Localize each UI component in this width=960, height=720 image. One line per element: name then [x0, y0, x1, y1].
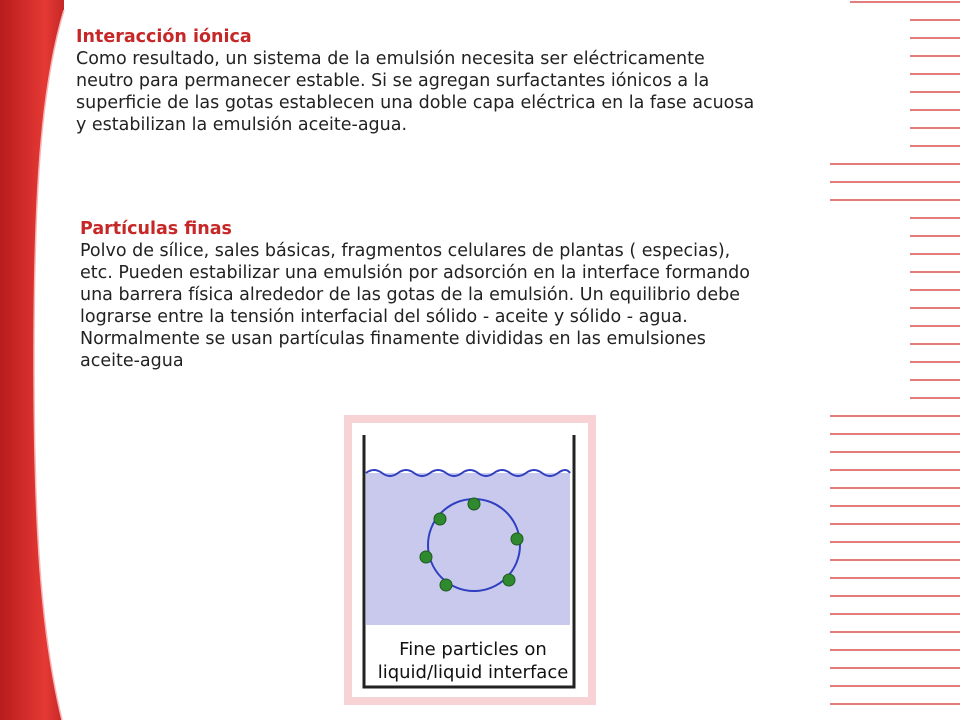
particle — [434, 513, 446, 525]
particle — [468, 498, 480, 510]
paragraph-line: una barrera física alrededor de las gotas de la emulsión. Un equilibrio debe — [80, 285, 741, 305]
figure-caption-line1: Fine particles on — [399, 639, 547, 660]
section-heading-ionic: Interacción iónica — [76, 27, 252, 47]
particle — [503, 574, 515, 586]
paragraph-line: Polvo de sílice, sales básicas, fragmentos celulares de plantas ( especias), — [80, 241, 731, 261]
paragraph-line: etc. Pueden estabilizar una emulsión por adsorción en la interface formando — [80, 263, 750, 283]
paragraph-line: aceite-agua — [80, 351, 184, 371]
section-ionic-interaction — [76, 26, 916, 136]
section-fine-particles — [80, 218, 920, 372]
water-fill — [366, 473, 570, 625]
paragraph-line: neutro para permanecer estable. Si se agregan surfactantes iónicos a la — [76, 71, 710, 91]
section-heading-fine-particles: Partículas finas — [80, 219, 232, 239]
figure-caption-line2: liquid/liquid interface — [377, 662, 569, 683]
paragraph-line: Como resultado, un sistema de la emulsión necesita ser eléctricamente — [76, 49, 705, 69]
left-red-band — [0, 0, 70, 720]
particle — [440, 579, 452, 591]
paragraph-line: superficie de las gotas establecen una doble capa eléctrica en la fase acuosa — [76, 93, 755, 113]
paragraph-line: y estabilizan la emulsión aceite-agua. — [76, 115, 408, 135]
paragraph-line: lograrse entre la tensión interfacial del sólido - aceite y sólido - agua. — [80, 307, 688, 327]
particle — [511, 533, 523, 545]
fine-particles-figure — [344, 415, 596, 705]
particle — [420, 551, 432, 563]
paragraph-line: Normalmente se usan partículas finamente divididas en las emulsiones — [80, 329, 706, 349]
